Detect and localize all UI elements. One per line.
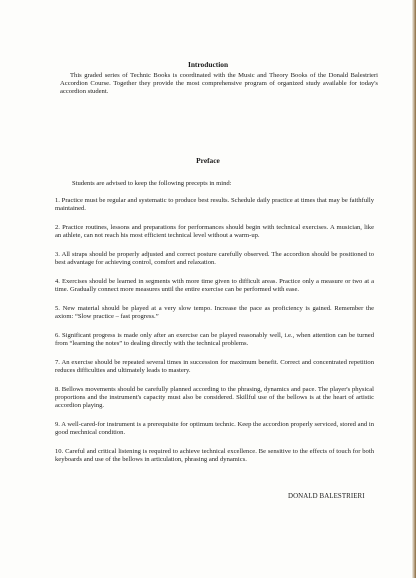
preface-heading: Preface xyxy=(196,156,220,165)
precept-item-3: 3. All straps should be properly adjusted and correct posture carefully observed. The accordion should be positioned to best advantage for achieving control, comfort and relaxation. xyxy=(55,251,374,267)
precept-item-6: 6. Significant progress is made only after an exercise can be played reasonably well, i.e., when attention can be turned from “learning the notes” to dealing directly with the technical problems. xyxy=(55,332,374,348)
introduction-section xyxy=(0,60,416,96)
precept-item-7: 7. An exercise should be repeated several times in succession for maximum benefit. Correct and concentrated repetition reduces difficulties and ultimately leads to mastery. xyxy=(55,359,374,375)
precept-item-9: 9. A well-cared-for instrument is a prerequisite for optimum technic. Keep the accordion properly serviced, stored and in good mechnical condition. xyxy=(55,421,374,437)
page-edge-shadow xyxy=(412,0,416,578)
preface-lead: Students are advised to keep the following precepts in mind: xyxy=(72,180,232,187)
precept-item-8: 8. Bellows movements should be carefully planned according to the phrasing, dynamics and pace. The player's physical proportions and the instrument's capacity must also be considered. Skillful use of the bellows is at the heart of artistic accordion playing. xyxy=(55,386,374,410)
introduction-body: This graded series of Technic Books is coordinated with the Music and Theory Books of the Donald Balestrieri Accordion Course. Together they provide the most comprehensive program of organized study available for today's accordion student. xyxy=(60,72,378,96)
preface-section xyxy=(0,156,416,464)
precept-item-5: 5. New material should be played at a very slow tempo. Increase the pace as proficiency is gained. Remember the axiom: “Slow practice – fast progress.” xyxy=(55,305,374,321)
author-signature: DONALD BALESTRIERI xyxy=(288,493,365,500)
precept-item-4: 4. Exercises should be learned in segments with more time given to difficult areas. Practice only a measure or two at a time. Gradually connect more measures until the entire exercise can be performed with ease. xyxy=(55,278,374,294)
precept-item-1: 1. Practice must be regular and systematic to produce best results. Schedule daily practice at times that may be faithfully maintained. xyxy=(55,197,374,213)
precept-list xyxy=(55,197,374,475)
precept-item-10: 10. Careful and critical listening is required to achieve technical excellence. Be sensitive to the effects of touch for both keyboards and use of the bellows in articulation, phrasing and dynamics. xyxy=(55,448,374,464)
precept-item-2: 2. Practice routines, lessons and preparations for performances should begin with technical exercises. A musician, like an athlete, can not reach his most efficient technical level without a warm-up. xyxy=(55,224,374,240)
introduction-heading: Introduction xyxy=(187,60,229,69)
